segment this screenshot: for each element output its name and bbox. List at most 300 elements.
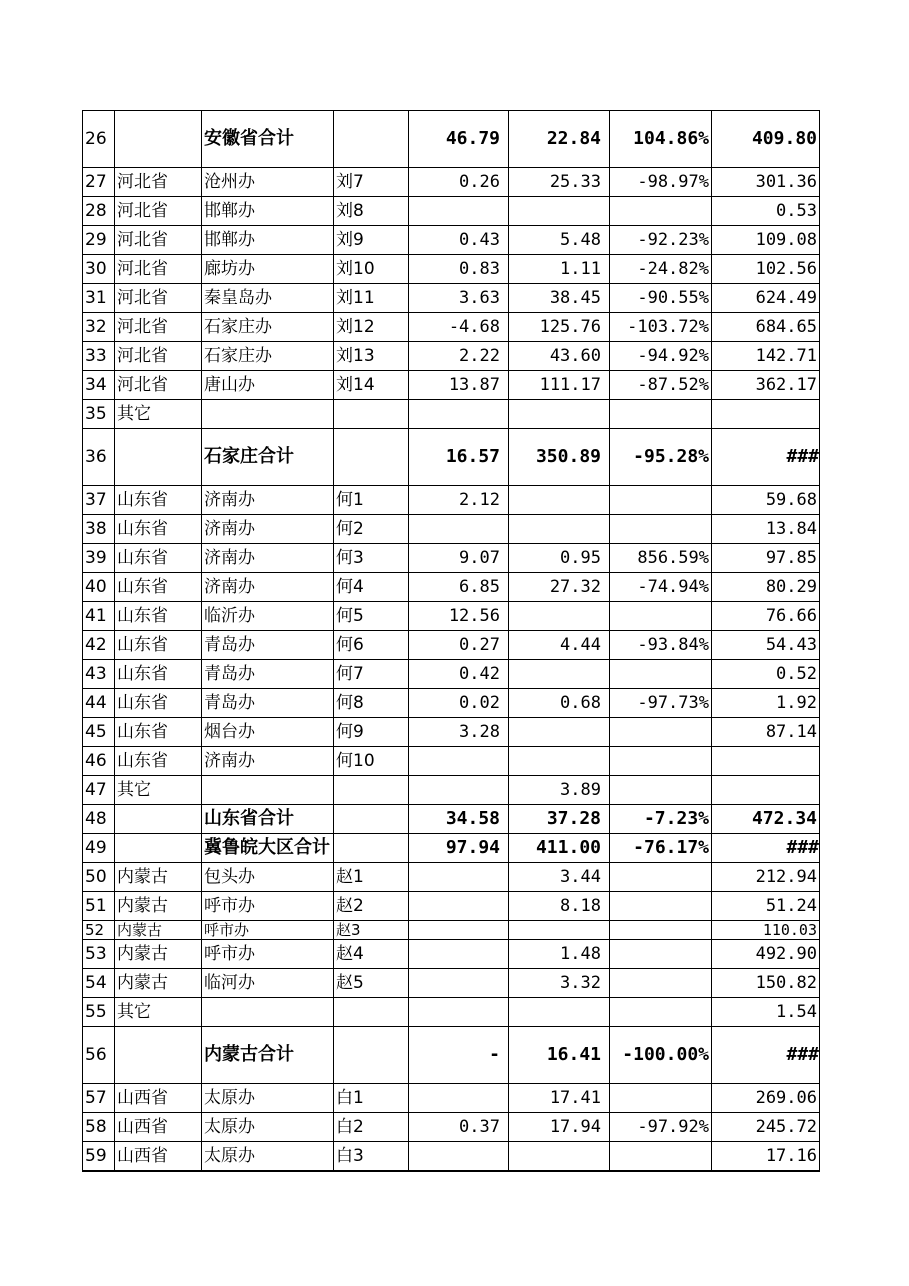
row-number-cell[interactable]: 49 <box>83 834 115 863</box>
person-cell[interactable]: 何8 <box>334 689 409 718</box>
change-percent-cell[interactable] <box>610 1084 712 1113</box>
value-current-cell[interactable] <box>409 776 509 805</box>
change-percent-cell[interactable]: -24.82% <box>610 255 712 284</box>
change-percent-cell[interactable] <box>610 776 712 805</box>
change-percent-cell[interactable]: -76.17% <box>610 834 712 863</box>
row-number-cell[interactable]: 29 <box>83 226 115 255</box>
change-percent-cell[interactable] <box>610 892 712 921</box>
change-percent-cell[interactable]: -94.92% <box>610 342 712 371</box>
change-percent-cell[interactable] <box>610 863 712 892</box>
person-cell[interactable]: 白2 <box>334 1113 409 1142</box>
value-current-cell[interactable]: 0.02 <box>409 689 509 718</box>
value-previous-cell[interactable]: 0.95 <box>509 544 610 573</box>
province-cell[interactable]: 内蒙古 <box>115 969 202 998</box>
value-current-cell[interactable]: 0.26 <box>409 168 509 197</box>
office-cell[interactable]: 太原办 <box>202 1084 334 1113</box>
value-total-cell[interactable]: 684.65 <box>712 313 820 342</box>
value-total-cell[interactable]: 409.80 <box>712 111 820 168</box>
value-current-cell[interactable] <box>409 863 509 892</box>
value-current-cell[interactable]: 0.83 <box>409 255 509 284</box>
province-cell[interactable]: 山西省 <box>115 1084 202 1113</box>
value-total-cell[interactable]: 87.14 <box>712 718 820 747</box>
value-previous-cell[interactable] <box>509 602 610 631</box>
province-cell[interactable]: 河北省 <box>115 197 202 226</box>
table-body <box>83 111 820 1172</box>
person-cell[interactable]: 赵4 <box>334 940 409 969</box>
province-cell[interactable]: 内蒙古 <box>115 863 202 892</box>
province-cell[interactable] <box>115 834 202 863</box>
province-cell[interactable]: 山东省 <box>115 544 202 573</box>
value-total-cell[interactable]: 54.43 <box>712 631 820 660</box>
value-total-cell[interactable]: 269.06 <box>712 1084 820 1113</box>
row-number-cell[interactable]: 41 <box>83 602 115 631</box>
change-percent-cell[interactable]: 856.59% <box>610 544 712 573</box>
province-cell[interactable] <box>115 805 202 834</box>
person-cell[interactable]: 何9 <box>334 718 409 747</box>
value-current-cell[interactable]: 3.63 <box>409 284 509 313</box>
value-current-cell[interactable]: 34.58 <box>409 805 509 834</box>
subtotal-row <box>83 834 820 863</box>
province-cell[interactable]: 内蒙古 <box>115 892 202 921</box>
person-cell[interactable]: 何2 <box>334 515 409 544</box>
person-cell[interactable] <box>334 400 409 429</box>
person-cell[interactable]: 何3 <box>334 544 409 573</box>
value-previous-cell[interactable]: 25.33 <box>509 168 610 197</box>
value-total-cell[interactable]: 1.92 <box>712 689 820 718</box>
row-number-cell[interactable]: 43 <box>83 660 115 689</box>
office-cell[interactable]: 济南办 <box>202 573 334 602</box>
province-cell[interactable] <box>115 429 202 486</box>
value-previous-cell[interactable] <box>509 197 610 226</box>
table-row <box>83 342 820 371</box>
row-number-cell[interactable]: 27 <box>83 168 115 197</box>
table-row <box>83 1142 820 1172</box>
value-previous-cell[interactable]: 411.00 <box>509 834 610 863</box>
row-number-cell[interactable]: 26 <box>83 111 115 168</box>
value-previous-cell[interactable]: 0.68 <box>509 689 610 718</box>
value-current-cell[interactable]: 6.85 <box>409 573 509 602</box>
table-row <box>83 863 820 892</box>
row-number-cell[interactable]: 57 <box>83 1084 115 1113</box>
person-cell[interactable]: 赵3 <box>334 921 409 940</box>
row-number-cell[interactable]: 39 <box>83 544 115 573</box>
table-row <box>83 998 820 1027</box>
province-cell[interactable]: 其它 <box>115 400 202 429</box>
value-previous-cell[interactable] <box>509 747 610 776</box>
value-total-cell[interactable]: 102.56 <box>712 255 820 284</box>
table-row <box>83 631 820 660</box>
table-row <box>83 197 820 226</box>
value-total-cell[interactable]: 59.68 <box>712 486 820 515</box>
change-percent-cell[interactable]: -90.55% <box>610 284 712 313</box>
change-percent-cell[interactable] <box>610 660 712 689</box>
value-total-cell[interactable]: 1.54 <box>712 998 820 1027</box>
office-cell[interactable]: 冀鲁皖大区合计 <box>202 834 334 863</box>
person-cell[interactable] <box>334 111 409 168</box>
value-current-cell[interactable]: 9.07 <box>409 544 509 573</box>
change-percent-cell[interactable] <box>610 998 712 1027</box>
value-previous-cell[interactable]: 27.32 <box>509 573 610 602</box>
province-cell[interactable]: 内蒙古 <box>115 921 202 940</box>
table-row <box>83 371 820 400</box>
value-total-cell[interactable]: ### <box>712 834 820 863</box>
office-cell[interactable]: 安徽省合计 <box>202 111 334 168</box>
value-total-cell[interactable]: 109.08 <box>712 226 820 255</box>
value-current-cell[interactable]: 16.57 <box>409 429 509 486</box>
row-number-cell[interactable]: 51 <box>83 892 115 921</box>
person-cell[interactable]: 赵5 <box>334 969 409 998</box>
change-percent-cell[interactable] <box>610 718 712 747</box>
value-current-cell[interactable] <box>409 747 509 776</box>
row-number-cell[interactable]: 36 <box>83 429 115 486</box>
province-cell[interactable]: 山东省 <box>115 660 202 689</box>
person-cell[interactable] <box>334 834 409 863</box>
office-cell[interactable]: 青岛办 <box>202 689 334 718</box>
value-current-cell[interactable]: 3.28 <box>409 718 509 747</box>
value-total-cell[interactable]: 362.17 <box>712 371 820 400</box>
value-total-cell[interactable] <box>712 400 820 429</box>
row-number-cell[interactable]: 58 <box>83 1113 115 1142</box>
province-cell[interactable]: 河北省 <box>115 255 202 284</box>
person-cell[interactable]: 何7 <box>334 660 409 689</box>
value-current-cell[interactable]: - <box>409 1027 509 1084</box>
value-total-cell[interactable]: 51.24 <box>712 892 820 921</box>
row-number-cell[interactable]: 59 <box>83 1142 115 1172</box>
value-total-cell[interactable]: 17.16 <box>712 1142 820 1172</box>
office-cell[interactable]: 内蒙古合计 <box>202 1027 334 1084</box>
value-previous-cell[interactable]: 16.41 <box>509 1027 610 1084</box>
value-current-cell[interactable]: 2.22 <box>409 342 509 371</box>
row-number-cell[interactable]: 52 <box>83 921 115 940</box>
person-cell[interactable]: 刘14 <box>334 371 409 400</box>
change-percent-cell[interactable] <box>610 197 712 226</box>
value-previous-cell[interactable]: 1.48 <box>509 940 610 969</box>
value-previous-cell[interactable]: 3.32 <box>509 969 610 998</box>
office-cell[interactable]: 秦皇岛办 <box>202 284 334 313</box>
office-cell[interactable]: 邯郸办 <box>202 226 334 255</box>
province-cell[interactable]: 河北省 <box>115 168 202 197</box>
value-previous-cell[interactable] <box>509 1142 610 1172</box>
person-cell[interactable]: 刘7 <box>334 168 409 197</box>
person-cell[interactable]: 何10 <box>334 747 409 776</box>
row-number-cell[interactable]: 40 <box>83 573 115 602</box>
value-previous-cell[interactable] <box>509 515 610 544</box>
office-cell[interactable]: 石家庄办 <box>202 342 334 371</box>
person-cell[interactable] <box>334 805 409 834</box>
change-percent-cell[interactable]: -97.73% <box>610 689 712 718</box>
value-current-cell[interactable] <box>409 1084 509 1113</box>
value-previous-cell[interactable] <box>509 921 610 940</box>
row-number-cell[interactable]: 53 <box>83 940 115 969</box>
value-previous-cell[interactable]: 1.11 <box>509 255 610 284</box>
province-cell[interactable]: 山东省 <box>115 486 202 515</box>
value-current-cell[interactable]: 0.42 <box>409 660 509 689</box>
value-previous-cell[interactable] <box>509 486 610 515</box>
value-total-cell[interactable]: 0.52 <box>712 660 820 689</box>
change-percent-cell[interactable] <box>610 1142 712 1172</box>
row-number-cell[interactable]: 47 <box>83 776 115 805</box>
value-total-cell[interactable]: 0.53 <box>712 197 820 226</box>
person-cell[interactable]: 白1 <box>334 1084 409 1113</box>
province-cell[interactable]: 山西省 <box>115 1142 202 1172</box>
province-cell[interactable]: 山东省 <box>115 515 202 544</box>
office-cell[interactable]: 青岛办 <box>202 660 334 689</box>
table-row <box>83 892 820 921</box>
row-number-cell[interactable]: 31 <box>83 284 115 313</box>
person-cell[interactable]: 刘11 <box>334 284 409 313</box>
change-percent-cell[interactable] <box>610 515 712 544</box>
province-cell[interactable]: 河北省 <box>115 342 202 371</box>
change-percent-cell[interactable]: 104.86% <box>610 111 712 168</box>
subtotal-row <box>83 429 820 486</box>
spreadsheet-table <box>82 110 820 1172</box>
change-percent-cell[interactable] <box>610 969 712 998</box>
value-previous-cell[interactable]: 43.60 <box>509 342 610 371</box>
value-current-cell[interactable]: 13.87 <box>409 371 509 400</box>
row-number-cell[interactable]: 30 <box>83 255 115 284</box>
value-current-cell[interactable]: 0.27 <box>409 631 509 660</box>
table-row <box>83 660 820 689</box>
office-cell[interactable]: 呼市办 <box>202 892 334 921</box>
office-cell[interactable]: 沧州办 <box>202 168 334 197</box>
row-number-cell[interactable]: 42 <box>83 631 115 660</box>
value-total-cell[interactable]: 301.36 <box>712 168 820 197</box>
subtotal-row <box>83 805 820 834</box>
subtotal-row <box>83 111 820 168</box>
person-cell[interactable]: 白3 <box>334 1142 409 1172</box>
change-percent-cell[interactable] <box>610 400 712 429</box>
office-cell[interactable]: 太原办 <box>202 1113 334 1142</box>
office-cell[interactable] <box>202 776 334 805</box>
value-previous-cell[interactable] <box>509 660 610 689</box>
person-cell[interactable]: 何6 <box>334 631 409 660</box>
province-cell[interactable]: 内蒙古 <box>115 940 202 969</box>
value-total-cell[interactable]: 110.03 <box>712 921 820 940</box>
table-row <box>83 226 820 255</box>
value-current-cell[interactable]: 0.43 <box>409 226 509 255</box>
province-cell[interactable] <box>115 1027 202 1084</box>
value-total-cell[interactable]: 212.94 <box>712 863 820 892</box>
office-cell[interactable]: 济南办 <box>202 544 334 573</box>
change-percent-cell[interactable]: -7.23% <box>610 805 712 834</box>
table-row <box>83 1084 820 1113</box>
table-row <box>83 284 820 313</box>
value-current-cell[interactable]: -4.68 <box>409 313 509 342</box>
change-percent-cell[interactable] <box>610 921 712 940</box>
row-number-cell[interactable]: 50 <box>83 863 115 892</box>
office-cell[interactable]: 临河办 <box>202 969 334 998</box>
value-total-cell[interactable]: 472.34 <box>712 805 820 834</box>
province-cell[interactable]: 其它 <box>115 776 202 805</box>
value-previous-cell[interactable]: 17.94 <box>509 1113 610 1142</box>
value-previous-cell[interactable]: 5.48 <box>509 226 610 255</box>
value-total-cell[interactable]: 142.71 <box>712 342 820 371</box>
value-previous-cell[interactable]: 38.45 <box>509 284 610 313</box>
value-current-cell[interactable] <box>409 969 509 998</box>
province-cell[interactable]: 河北省 <box>115 371 202 400</box>
office-cell[interactable]: 石家庄办 <box>202 313 334 342</box>
row-number-cell[interactable]: 56 <box>83 1027 115 1084</box>
value-total-cell[interactable]: 245.72 <box>712 1113 820 1142</box>
table-row <box>83 940 820 969</box>
office-cell[interactable] <box>202 998 334 1027</box>
province-cell[interactable]: 其它 <box>115 998 202 1027</box>
row-number-cell[interactable]: 44 <box>83 689 115 718</box>
row-number-cell[interactable]: 33 <box>83 342 115 371</box>
value-current-cell[interactable]: 2.12 <box>409 486 509 515</box>
person-cell[interactable]: 何1 <box>334 486 409 515</box>
value-total-cell[interactable] <box>712 747 820 776</box>
province-cell[interactable]: 山东省 <box>115 631 202 660</box>
value-previous-cell[interactable]: 22.84 <box>509 111 610 168</box>
value-current-cell[interactable] <box>409 400 509 429</box>
value-previous-cell[interactable]: 3.44 <box>509 863 610 892</box>
person-cell[interactable]: 何4 <box>334 573 409 602</box>
office-cell[interactable]: 包头办 <box>202 863 334 892</box>
office-cell[interactable]: 唐山办 <box>202 371 334 400</box>
value-current-cell[interactable] <box>409 892 509 921</box>
change-percent-cell[interactable] <box>610 940 712 969</box>
value-current-cell[interactable]: 0.37 <box>409 1113 509 1142</box>
table-row <box>83 602 820 631</box>
province-cell[interactable]: 山东省 <box>115 747 202 776</box>
change-percent-cell[interactable]: -97.92% <box>610 1113 712 1142</box>
office-cell[interactable]: 青岛办 <box>202 631 334 660</box>
province-cell[interactable] <box>115 111 202 168</box>
value-total-cell[interactable]: ### <box>712 1027 820 1084</box>
province-cell[interactable]: 河北省 <box>115 284 202 313</box>
change-percent-cell[interactable]: -100.00% <box>610 1027 712 1084</box>
value-previous-cell[interactable]: 350.89 <box>509 429 610 486</box>
table-row <box>83 573 820 602</box>
value-previous-cell[interactable]: 17.41 <box>509 1084 610 1113</box>
office-cell[interactable] <box>202 400 334 429</box>
office-cell[interactable]: 呼市办 <box>202 921 334 940</box>
change-percent-cell[interactable] <box>610 747 712 776</box>
row-number-cell[interactable]: 37 <box>83 486 115 515</box>
person-cell[interactable]: 赵1 <box>334 863 409 892</box>
change-percent-cell[interactable]: -98.97% <box>610 168 712 197</box>
person-cell[interactable]: 赵2 <box>334 892 409 921</box>
office-cell[interactable]: 临沂办 <box>202 602 334 631</box>
row-number-cell[interactable]: 28 <box>83 197 115 226</box>
office-cell[interactable]: 邯郸办 <box>202 197 334 226</box>
value-previous-cell[interactable] <box>509 400 610 429</box>
person-cell[interactable] <box>334 776 409 805</box>
value-total-cell[interactable]: 76.66 <box>712 602 820 631</box>
value-total-cell[interactable]: 80.29 <box>712 573 820 602</box>
value-current-cell[interactable]: 12.56 <box>409 602 509 631</box>
value-previous-cell[interactable]: 4.44 <box>509 631 610 660</box>
value-current-cell[interactable] <box>409 197 509 226</box>
table-row <box>83 515 820 544</box>
province-cell[interactable]: 山东省 <box>115 689 202 718</box>
person-cell[interactable]: 刘12 <box>334 313 409 342</box>
value-previous-cell[interactable]: 111.17 <box>509 371 610 400</box>
province-cell[interactable]: 山东省 <box>115 718 202 747</box>
change-percent-cell[interactable]: -93.84% <box>610 631 712 660</box>
value-previous-cell[interactable]: 37.28 <box>509 805 610 834</box>
value-previous-cell[interactable] <box>509 718 610 747</box>
office-cell[interactable]: 廊坊办 <box>202 255 334 284</box>
change-percent-cell[interactable] <box>610 602 712 631</box>
province-cell[interactable]: 山东省 <box>115 573 202 602</box>
row-number-cell[interactable]: 54 <box>83 969 115 998</box>
person-cell[interactable]: 刘10 <box>334 255 409 284</box>
row-number-cell[interactable]: 46 <box>83 747 115 776</box>
person-cell[interactable]: 何5 <box>334 602 409 631</box>
change-percent-cell[interactable]: -92.23% <box>610 226 712 255</box>
value-total-cell[interactable]: 97.85 <box>712 544 820 573</box>
change-percent-cell[interactable]: -95.28% <box>610 429 712 486</box>
change-percent-cell[interactable] <box>610 486 712 515</box>
table-row <box>83 255 820 284</box>
value-current-cell[interactable] <box>409 1142 509 1172</box>
change-percent-cell[interactable]: -74.94% <box>610 573 712 602</box>
province-cell[interactable]: 河北省 <box>115 226 202 255</box>
value-total-cell[interactable]: ### <box>712 429 820 486</box>
value-total-cell[interactable] <box>712 776 820 805</box>
value-total-cell[interactable]: 13.84 <box>712 515 820 544</box>
value-previous-cell[interactable]: 125.76 <box>509 313 610 342</box>
value-total-cell[interactable]: 624.49 <box>712 284 820 313</box>
person-cell[interactable]: 刘13 <box>334 342 409 371</box>
table-row <box>83 689 820 718</box>
person-cell[interactable]: 刘9 <box>334 226 409 255</box>
person-cell[interactable]: 刘8 <box>334 197 409 226</box>
value-current-cell[interactable] <box>409 515 509 544</box>
change-percent-cell[interactable]: -87.52% <box>610 371 712 400</box>
value-total-cell[interactable]: 150.82 <box>712 969 820 998</box>
value-total-cell[interactable]: 492.90 <box>712 940 820 969</box>
province-cell[interactable]: 山东省 <box>115 602 202 631</box>
person-cell[interactable] <box>334 1027 409 1084</box>
office-cell[interactable]: 济南办 <box>202 515 334 544</box>
value-current-cell[interactable] <box>409 998 509 1027</box>
row-number-cell[interactable]: 48 <box>83 805 115 834</box>
value-current-cell[interactable] <box>409 940 509 969</box>
office-cell[interactable]: 济南办 <box>202 747 334 776</box>
row-number-cell[interactable]: 34 <box>83 371 115 400</box>
person-cell[interactable] <box>334 998 409 1027</box>
value-current-cell[interactable]: 46.79 <box>409 111 509 168</box>
row-number-cell[interactable]: 38 <box>83 515 115 544</box>
office-cell[interactable]: 山东省合计 <box>202 805 334 834</box>
value-current-cell[interactable]: 97.94 <box>409 834 509 863</box>
office-cell[interactable]: 石家庄合计 <box>202 429 334 486</box>
value-previous-cell[interactable] <box>509 998 610 1027</box>
office-cell[interactable]: 呼市办 <box>202 940 334 969</box>
office-cell[interactable]: 太原办 <box>202 1142 334 1172</box>
person-cell[interactable] <box>334 429 409 486</box>
province-cell[interactable]: 河北省 <box>115 313 202 342</box>
row-number-cell[interactable]: 35 <box>83 400 115 429</box>
table-row <box>83 969 820 998</box>
office-cell[interactable]: 烟台办 <box>202 718 334 747</box>
value-current-cell[interactable] <box>409 921 509 940</box>
value-previous-cell[interactable]: 3.89 <box>509 776 610 805</box>
table-row <box>83 400 820 429</box>
value-previous-cell[interactable]: 8.18 <box>509 892 610 921</box>
province-cell[interactable]: 山西省 <box>115 1113 202 1142</box>
table-row <box>83 486 820 515</box>
row-number-cell[interactable]: 32 <box>83 313 115 342</box>
row-number-cell[interactable]: 45 <box>83 718 115 747</box>
row-number-cell[interactable]: 55 <box>83 998 115 1027</box>
change-percent-cell[interactable]: -103.72% <box>610 313 712 342</box>
office-cell[interactable]: 济南办 <box>202 486 334 515</box>
table-row <box>83 718 820 747</box>
